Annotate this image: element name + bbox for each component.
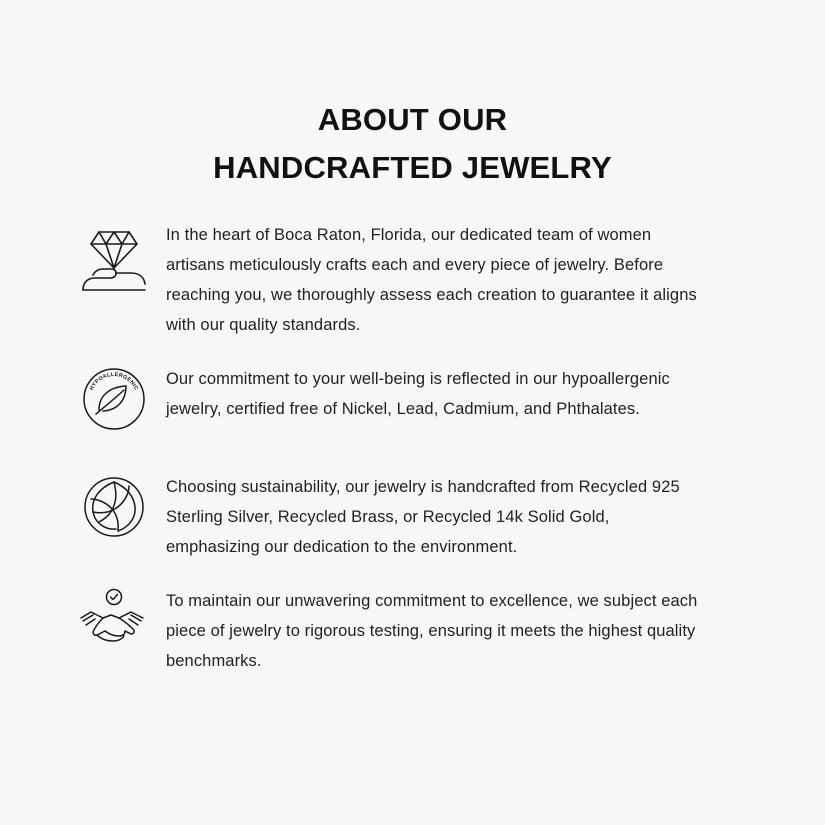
page-title-line-1: ABOUT OUR — [317, 102, 508, 137]
page-title-line-2: HANDCRAFTED JEWELRY — [213, 150, 612, 185]
hypoallergenic-leaf-badge-icon — [62, 362, 166, 448]
feature-text: Choosing sustainability, our jewelry is handcrafted from Recycled 925 Sterling Silver, Recycled Brass, or Recycled 14k Solid Gold, emphasizing our dedication to the environment. — [166, 478, 680, 556]
list-item — [62, 218, 763, 340]
feature-text: To maintain our unwavering commitment to excellence, we subject each piece of jewelry to rigorous testing, ensuring it meets the highest quality benchmarks. — [166, 592, 698, 670]
feature-list — [62, 218, 763, 676]
list-item — [62, 584, 763, 676]
feature-text: Our commitment to your well-being is reflected in our hypoallergenic jewelry, certified free of Nickel, Lead, Cadmium, and Phthalates. — [166, 370, 670, 418]
handshake-check-icon — [62, 584, 166, 670]
list-item — [62, 470, 763, 562]
list-item — [62, 362, 763, 448]
page-title — [62, 96, 763, 192]
svg-text:HYPOALLERGENIC: HYPOALLERGENIC — [88, 371, 140, 392]
diamond-in-hand-icon — [62, 218, 166, 304]
feature-text: In the heart of Boca Raton, Florida, our dedicated team of women artisans meticulously crafts each and every piece of jewelry. Before reaching you, we thoroughly assess each creation to guarantee it aligns with our quality standards. — [166, 226, 697, 334]
recycled-leaves-icon — [62, 470, 166, 556]
